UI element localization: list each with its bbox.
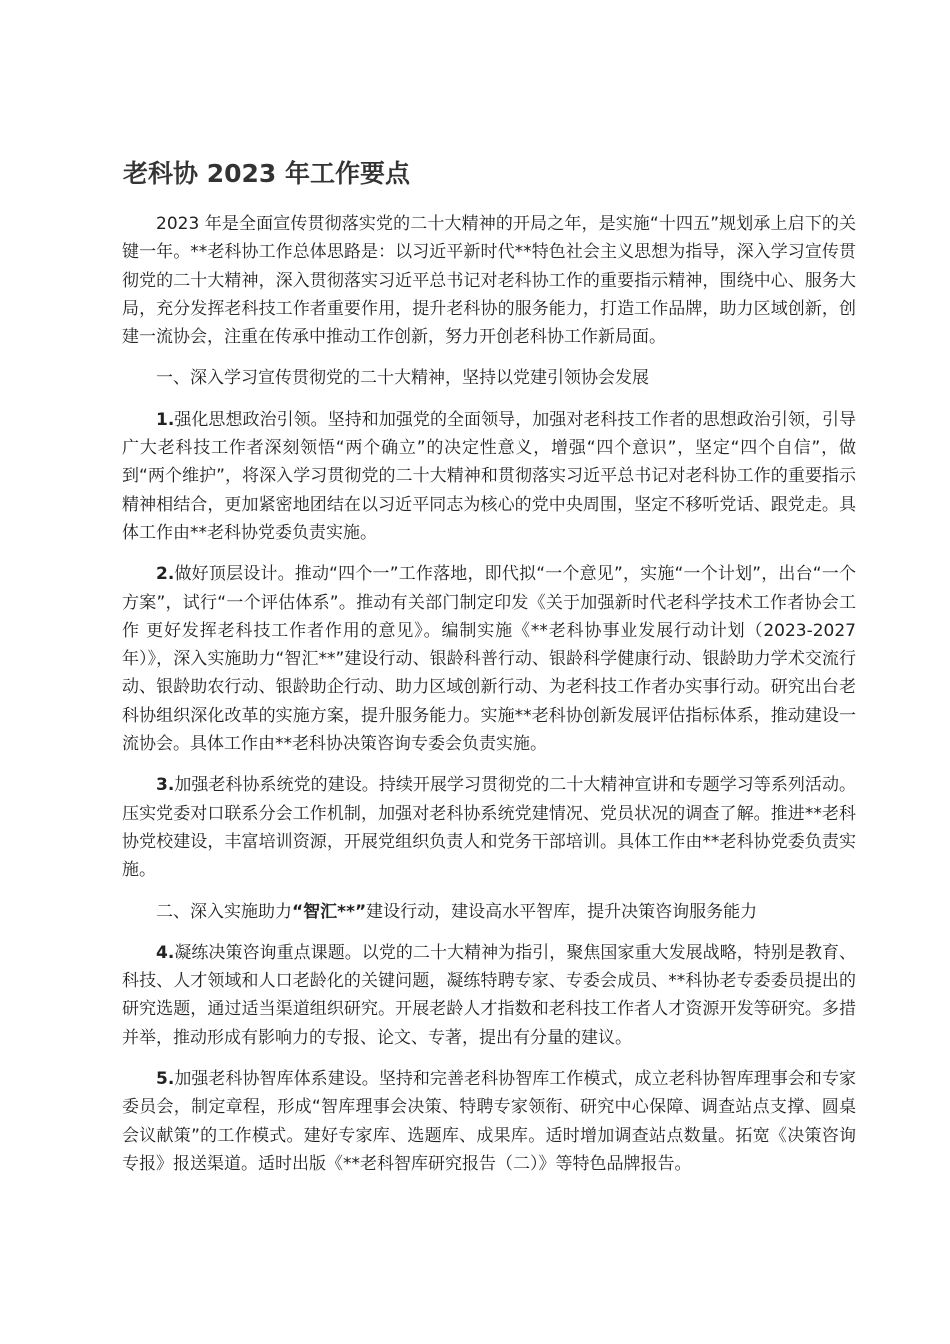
document-body: [122, 210, 856, 1191]
item-number-5: 5.: [156, 1069, 175, 1090]
item-paragraph-2: [122, 560, 856, 758]
item-paragraph-4: [122, 939, 856, 1052]
item-text-2: 做好顶层设计。推动“四个一”工作落地，即代拟“一个意见”，实施“一个计划”，出台“一个方案”，试行“一个评估体系”。推动有关部门制定印发《关于加强新时代老科学技术工作者协会工作 更好发挥老科技工作者作用的意见》。编制实施《**老科协事业发展行动计划（2023-2027 年）》，深入实施助力“智汇**”建设行动、银龄科普行动、银龄科学健康行动、银龄助力学术交流行动、银龄助农行动、银龄助企行动、助力区域创新行动、为老科技工作者办实事行动。研究出台老科协组织深化改革的实施方案，提升服务能力。实施**老科协创新发展评估指标体系，推动建设一流协会。具体工作由**老科协决策咨询专委会负责实施。: [122, 564, 856, 755]
item-text-5: 加强老科协智库体系建设。坚持和完善老科协智库工作模式，成立老科协智库理事会和专家委员会，制定章程，形成“智库理事会决策、特聘专家领衔、研究中心保障、调查站点支撑、圆桌会议献策”的工作模式。建好专家库、选题库、成果库。适时增加调查站点数量。拓宽《决策咨询专报》报送渠道。适时出版《**老科智库研究报告（二）》等特色品牌报告。: [122, 1069, 856, 1174]
item-text-3: 加强老科协系统党的建设。持续开展学习贯彻党的二十大精神宣讲和专题学习等系列活动。压实党委对口联系分会工作机制，加强对老科协系统党建情况、党员状况的调查了解。推进**老科协党校建设，丰富培训资源，开展党组织负责人和党务干部培训。具体工作由**老科协党委负责实施。: [122, 775, 856, 881]
item-paragraph-1: [122, 406, 856, 547]
item-text-4: 凝练决策咨询重点课题。以党的二十大精神为指引，聚焦国家重大发展战略，特别是教育、科技、人才领域和人口老龄化的关键问题，凝练特聘专家、专委会成员、**科协老专委委员提出的研究选题，通过适当渠道组织研究。开展老龄人才指数和老科技工作者人才资源开发等研究。多措并举，推动形成有影响力的专报、论文、专著，提出有分量的建议。: [122, 942, 856, 1048]
section-heading-2: [122, 898, 856, 926]
item-text-1: 强化思想政治引领。坚持和加强党的全面领导，加强对老科技工作者的思想政治引领，引导广大老科技工作者深刻领悟“两个确立”的决定性意义，增强“四个意识”，坚定“四个自信”，做到“两个维护”，将深入学习贯彻党的二十大精神和贯彻落实习近平总书记对老科协工作的重要指示精神相结合，更加紧密地团结在以习近平同志为核心的党中央周围，坚定不移听党话、跟党走。具体工作由**老科协党委负责实施。: [122, 409, 856, 543]
item-number-3: 3.: [156, 775, 175, 796]
section-heading-2-suffix: 建设行动，建设高水平智库，提升决策咨询服务能力: [366, 901, 758, 922]
item-number-1: 1.: [156, 409, 175, 430]
section-heading-2-prefix: 二、深入实施助力: [156, 901, 292, 922]
section-heading-1-text: 一、深入学习宣传贯彻党的二十大精神，坚持以党建引领协会发展: [156, 368, 649, 389]
item-paragraph-5: [122, 1065, 856, 1178]
intro-paragraph: 2023 年是全面宣传贯彻落实党的二十大精神的开局之年，是实施“十四五”规划承上启下的关键一年。**老科协工作总体思路是：以习近平新时代**特色社会主义思想为指导，深入学习宣传贯彻党的二十大精神，深入贯彻落实习近平总书记对老科协工作的重要指示精神，围绕中心、服务大局，充分发挥老科技工作者重要作用，提升老科协的服务能力，打造工作品牌，助力区域创新，创建一流协会，注重在传承中推动工作创新，努力开创老科协工作新局面。: [122, 214, 856, 348]
document-title: 老科协 2023 年工作要点: [123, 159, 410, 188]
item-number-2: 2.: [156, 564, 175, 585]
item-number-4: 4.: [156, 942, 175, 963]
section-heading-1: [122, 364, 856, 392]
item-paragraph-3: [122, 771, 856, 884]
section-heading-2-emphasis: “智汇**”: [292, 901, 367, 922]
